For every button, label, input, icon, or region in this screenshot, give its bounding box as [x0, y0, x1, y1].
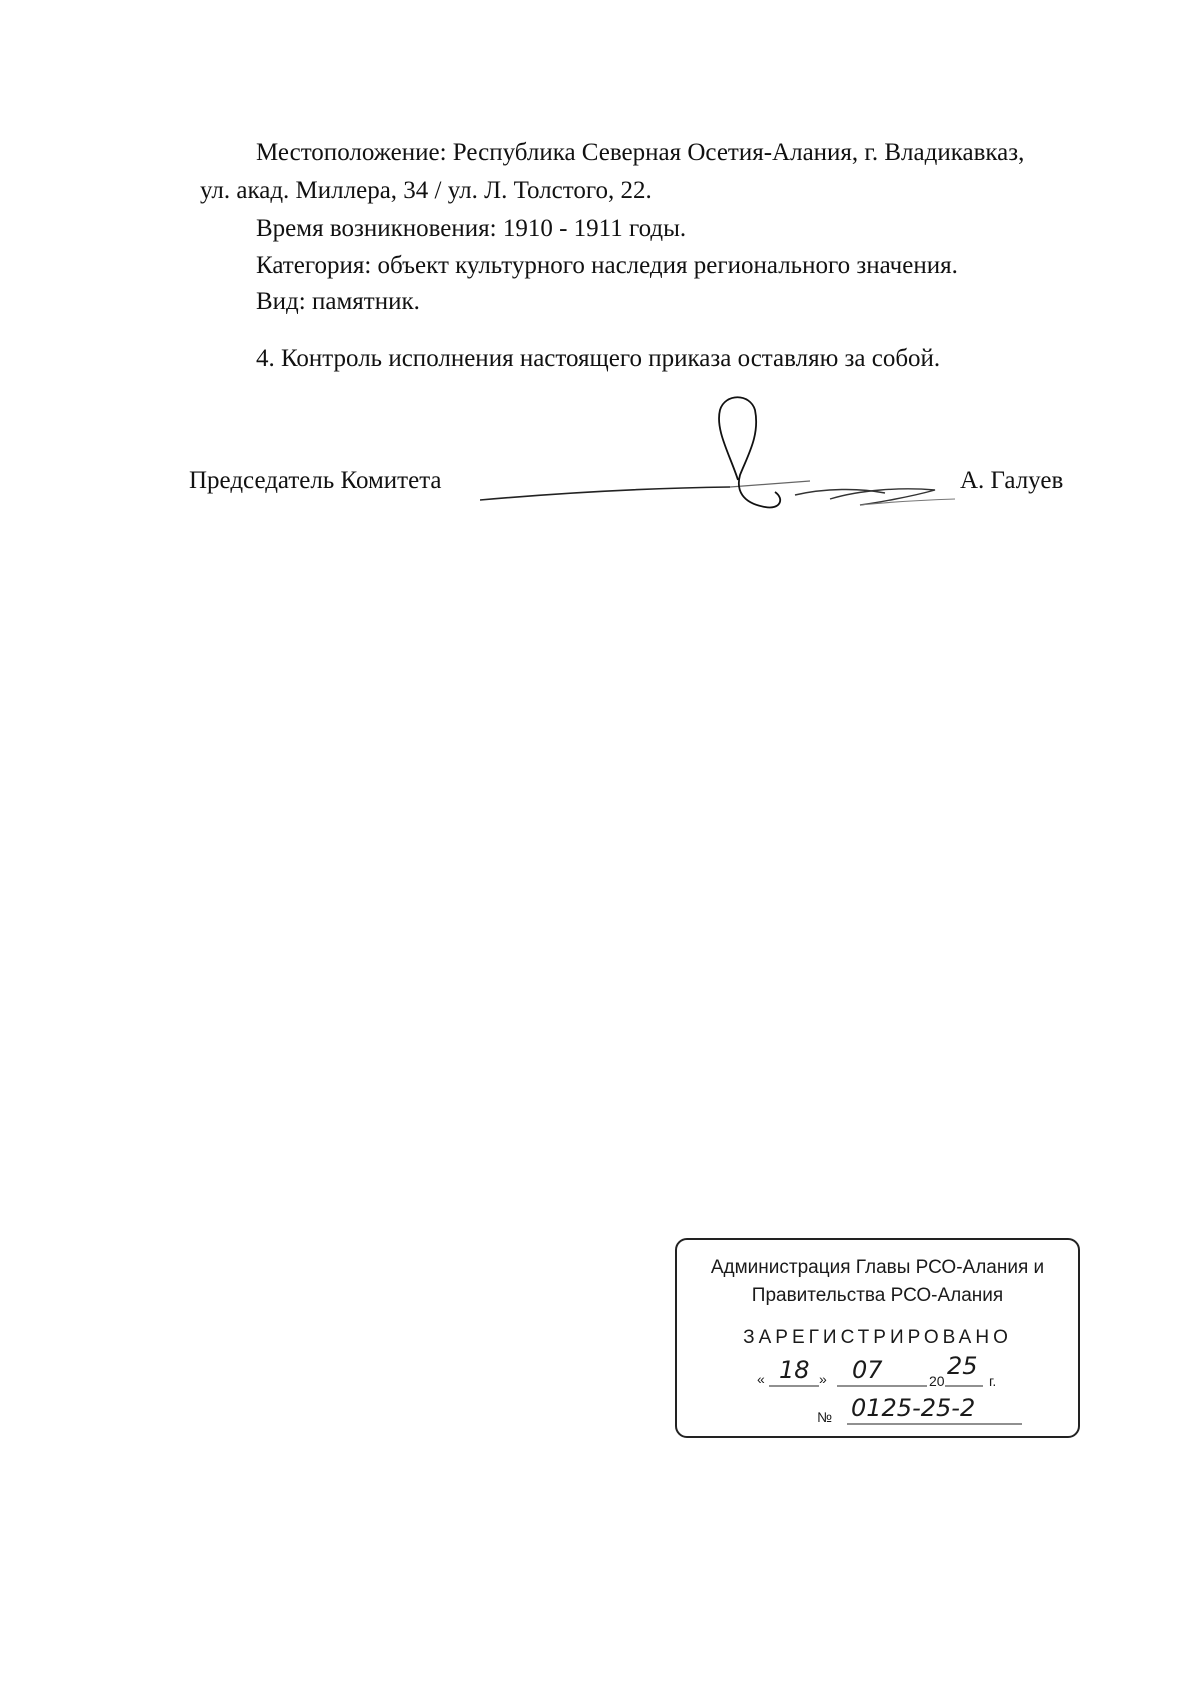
signer-title: Председатель Комитета — [189, 467, 442, 494]
control-clause: 4. Контроль исполнения настоящего приказа оставляю за собой. — [256, 345, 941, 372]
stamp-date-year-prefix: 20 — [929, 1373, 945, 1389]
stamp-date-day: 18 — [779, 1356, 810, 1384]
stamp-date-year-unit: г. — [989, 1373, 997, 1389]
stamp-number-label: № — [817, 1409, 833, 1425]
svg-text:»: » — [819, 1371, 827, 1387]
location-line-1: Местоположение: Республика Северная Осетия-Алания, г. Владикавказ, — [256, 139, 1025, 166]
stamp-number-value: 0125-25-2 — [851, 1394, 976, 1422]
stamp-date-month: 07 — [852, 1356, 883, 1384]
stamp-registration-number — [817, 1392, 1037, 1432]
svg-text:«: « — [757, 1371, 765, 1387]
location-line-2: ул. акад. Миллера, 34 / ул. Л. Толстого, 22. — [200, 177, 652, 204]
category: Категория: объект культурного наследия регионального значения. — [256, 252, 958, 279]
stamp-organization-line-2: Правительства РСО-Алания — [751, 1285, 1004, 1306]
stamp-date — [757, 1352, 1017, 1394]
time-of-origin: Время возникновения: 1910 - 1911 годы. — [256, 215, 687, 242]
signer-name: А. Галуев — [960, 467, 1064, 494]
object-type: Вид: памятник. — [256, 288, 420, 315]
stamp-date-year-suffix: 25 — [947, 1352, 978, 1380]
stamp-organization-line-1: Администрация Главы РСО-Алания и — [710, 1257, 1045, 1278]
registration-stamp — [675, 1238, 1080, 1438]
stamp-status: ЗАРЕГИСТРИРОВАНО — [743, 1327, 1012, 1348]
handwritten-signature — [480, 395, 1000, 525]
